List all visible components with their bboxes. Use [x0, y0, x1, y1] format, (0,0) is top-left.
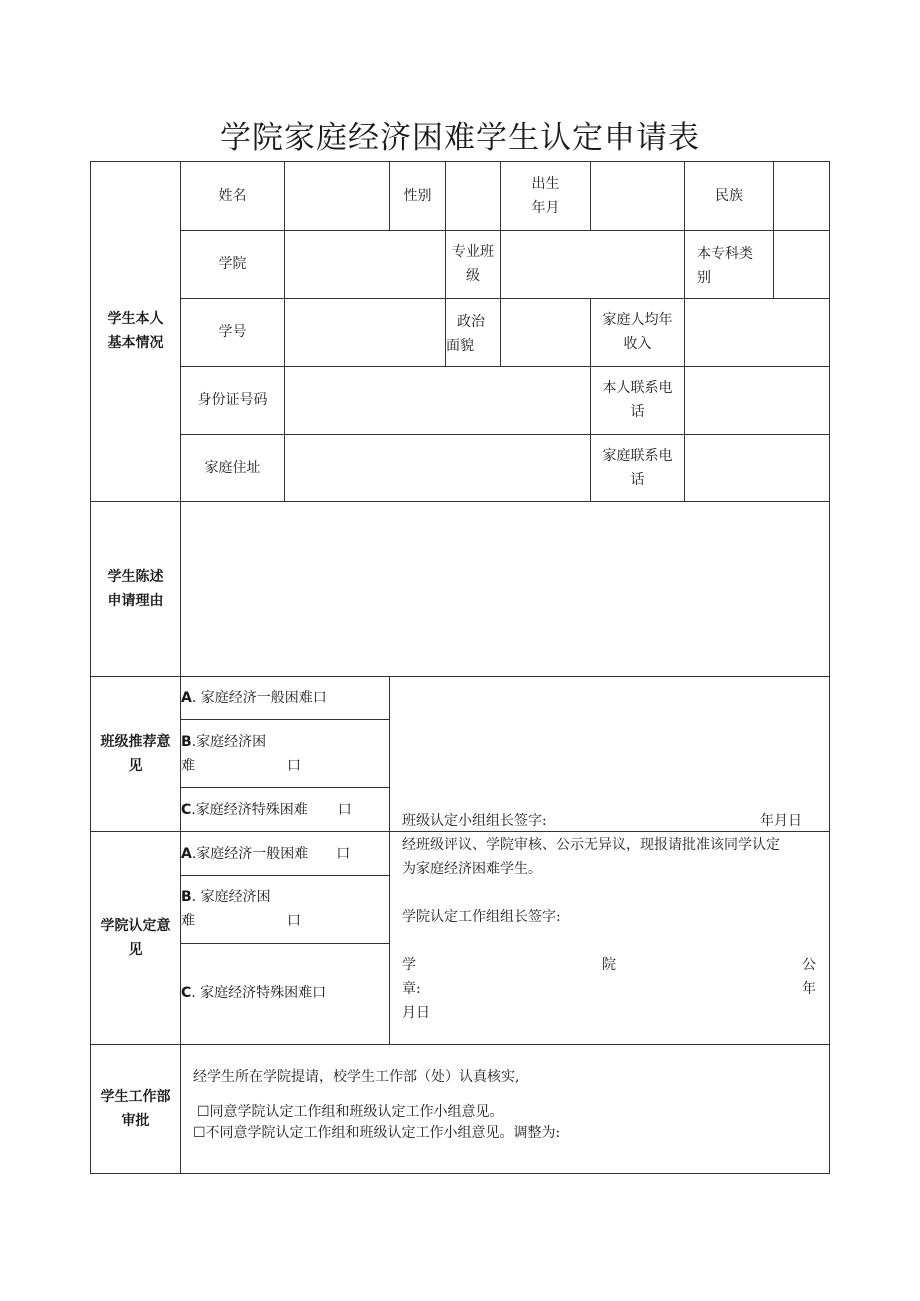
ethnicity-field[interactable]	[774, 162, 829, 230]
political-label: 政治 面貌	[446, 314, 485, 354]
address-label: 家庭住址	[204, 459, 261, 476]
major-class-field[interactable]	[501, 231, 684, 298]
statement-label: 学生陈述 申请理由	[107, 568, 164, 609]
college-date-label: 月日	[402, 1005, 430, 1021]
name-label: 姓名	[218, 187, 247, 204]
college-option-a[interactable]: A.家庭经济一般困难 口	[181, 846, 351, 862]
dept-agree-checkbox[interactable]: ☐同意学院认定工作组和班级认定工作小组意见。	[197, 1104, 504, 1120]
table-border-right	[829, 161, 830, 1174]
statement-field[interactable]	[181, 502, 829, 676]
college-option-c[interactable]: C. 家庭经济特殊困难口	[181, 985, 327, 1001]
class-signature-label: 班级认定小组组长签字:	[402, 813, 547, 829]
id-number-field[interactable]	[285, 367, 590, 434]
phone-self-field[interactable]	[685, 367, 829, 434]
college-option-b[interactable]: B. 家庭经济困 难 口	[181, 889, 301, 929]
gender-label: 性别	[403, 187, 432, 204]
college-field[interactable]	[285, 231, 445, 298]
basic-info-label: 学生本人 基本情况	[107, 311, 164, 351]
political-field[interactable]	[501, 299, 590, 366]
class-option-a[interactable]: A. 家庭经济一般困难口	[181, 690, 327, 706]
degree-type-field[interactable]	[774, 231, 829, 298]
college-recommendation-label: 学院认定意 见	[100, 917, 171, 958]
table-border-bottom	[90, 1173, 830, 1174]
cell-divider	[684, 230, 685, 298]
phone-family-label: 家庭联系电 话	[602, 447, 673, 488]
class-option-b[interactable]: B.家庭经济困 难 口	[181, 734, 301, 774]
row-divider	[180, 875, 390, 876]
dept-approval-text: 经学生所在学院提请，校学生工作部（处）认真核实,	[193, 1069, 520, 1085]
birth-field[interactable]	[591, 162, 684, 230]
row-divider	[180, 719, 390, 720]
name-field[interactable]	[285, 162, 389, 230]
cell-divider	[389, 676, 390, 1044]
college-opinion-text: 经班级评议、学院审核、公示无异议，现报请批准该同学认定 为家庭经济困难学生。	[402, 837, 780, 877]
degree-type-label: 本专科类 别	[697, 246, 753, 286]
gender-field[interactable]	[446, 162, 500, 230]
id-number-label: 身份证号码	[197, 392, 268, 408]
college-signature-label: 学院认定工作组组长签字:	[402, 909, 561, 925]
income-field[interactable]	[685, 299, 829, 366]
address-field[interactable]	[285, 435, 590, 501]
page-title: 学院家庭经济困难学生认定申请表	[220, 120, 700, 156]
college-seal-line-2: 章: 年	[402, 981, 816, 997]
major-class-label: 专业班 级	[452, 244, 494, 284]
section-divider	[90, 1044, 830, 1045]
ethnicity-label: 民族	[715, 187, 743, 204]
student-id-field[interactable]	[285, 299, 445, 366]
college-label: 学院	[218, 256, 247, 272]
income-label: 家庭人均年 收入	[602, 312, 673, 352]
college-seal-line: 学 院 公	[402, 957, 816, 973]
phone-self-label: 本人联系电 话	[602, 380, 673, 420]
row-divider	[180, 943, 390, 944]
student-id-label: 学号	[218, 324, 247, 340]
dept-disagree-checkbox[interactable]: ☐不同意学院认定工作组和班级认定工作小组意见。调整为:	[193, 1125, 561, 1141]
class-date-label: 年月日	[760, 813, 802, 829]
row-divider	[180, 787, 390, 788]
class-recommendation-label: 班级推荐意 见	[100, 733, 171, 774]
class-option-c[interactable]: C.家庭经济特殊困难 口	[181, 802, 352, 818]
phone-family-field[interactable]	[685, 435, 829, 501]
birth-label: 出生 年月	[531, 175, 560, 216]
section-divider	[90, 676, 830, 677]
dept-approval-label: 学生工作部 审批	[100, 1088, 171, 1129]
